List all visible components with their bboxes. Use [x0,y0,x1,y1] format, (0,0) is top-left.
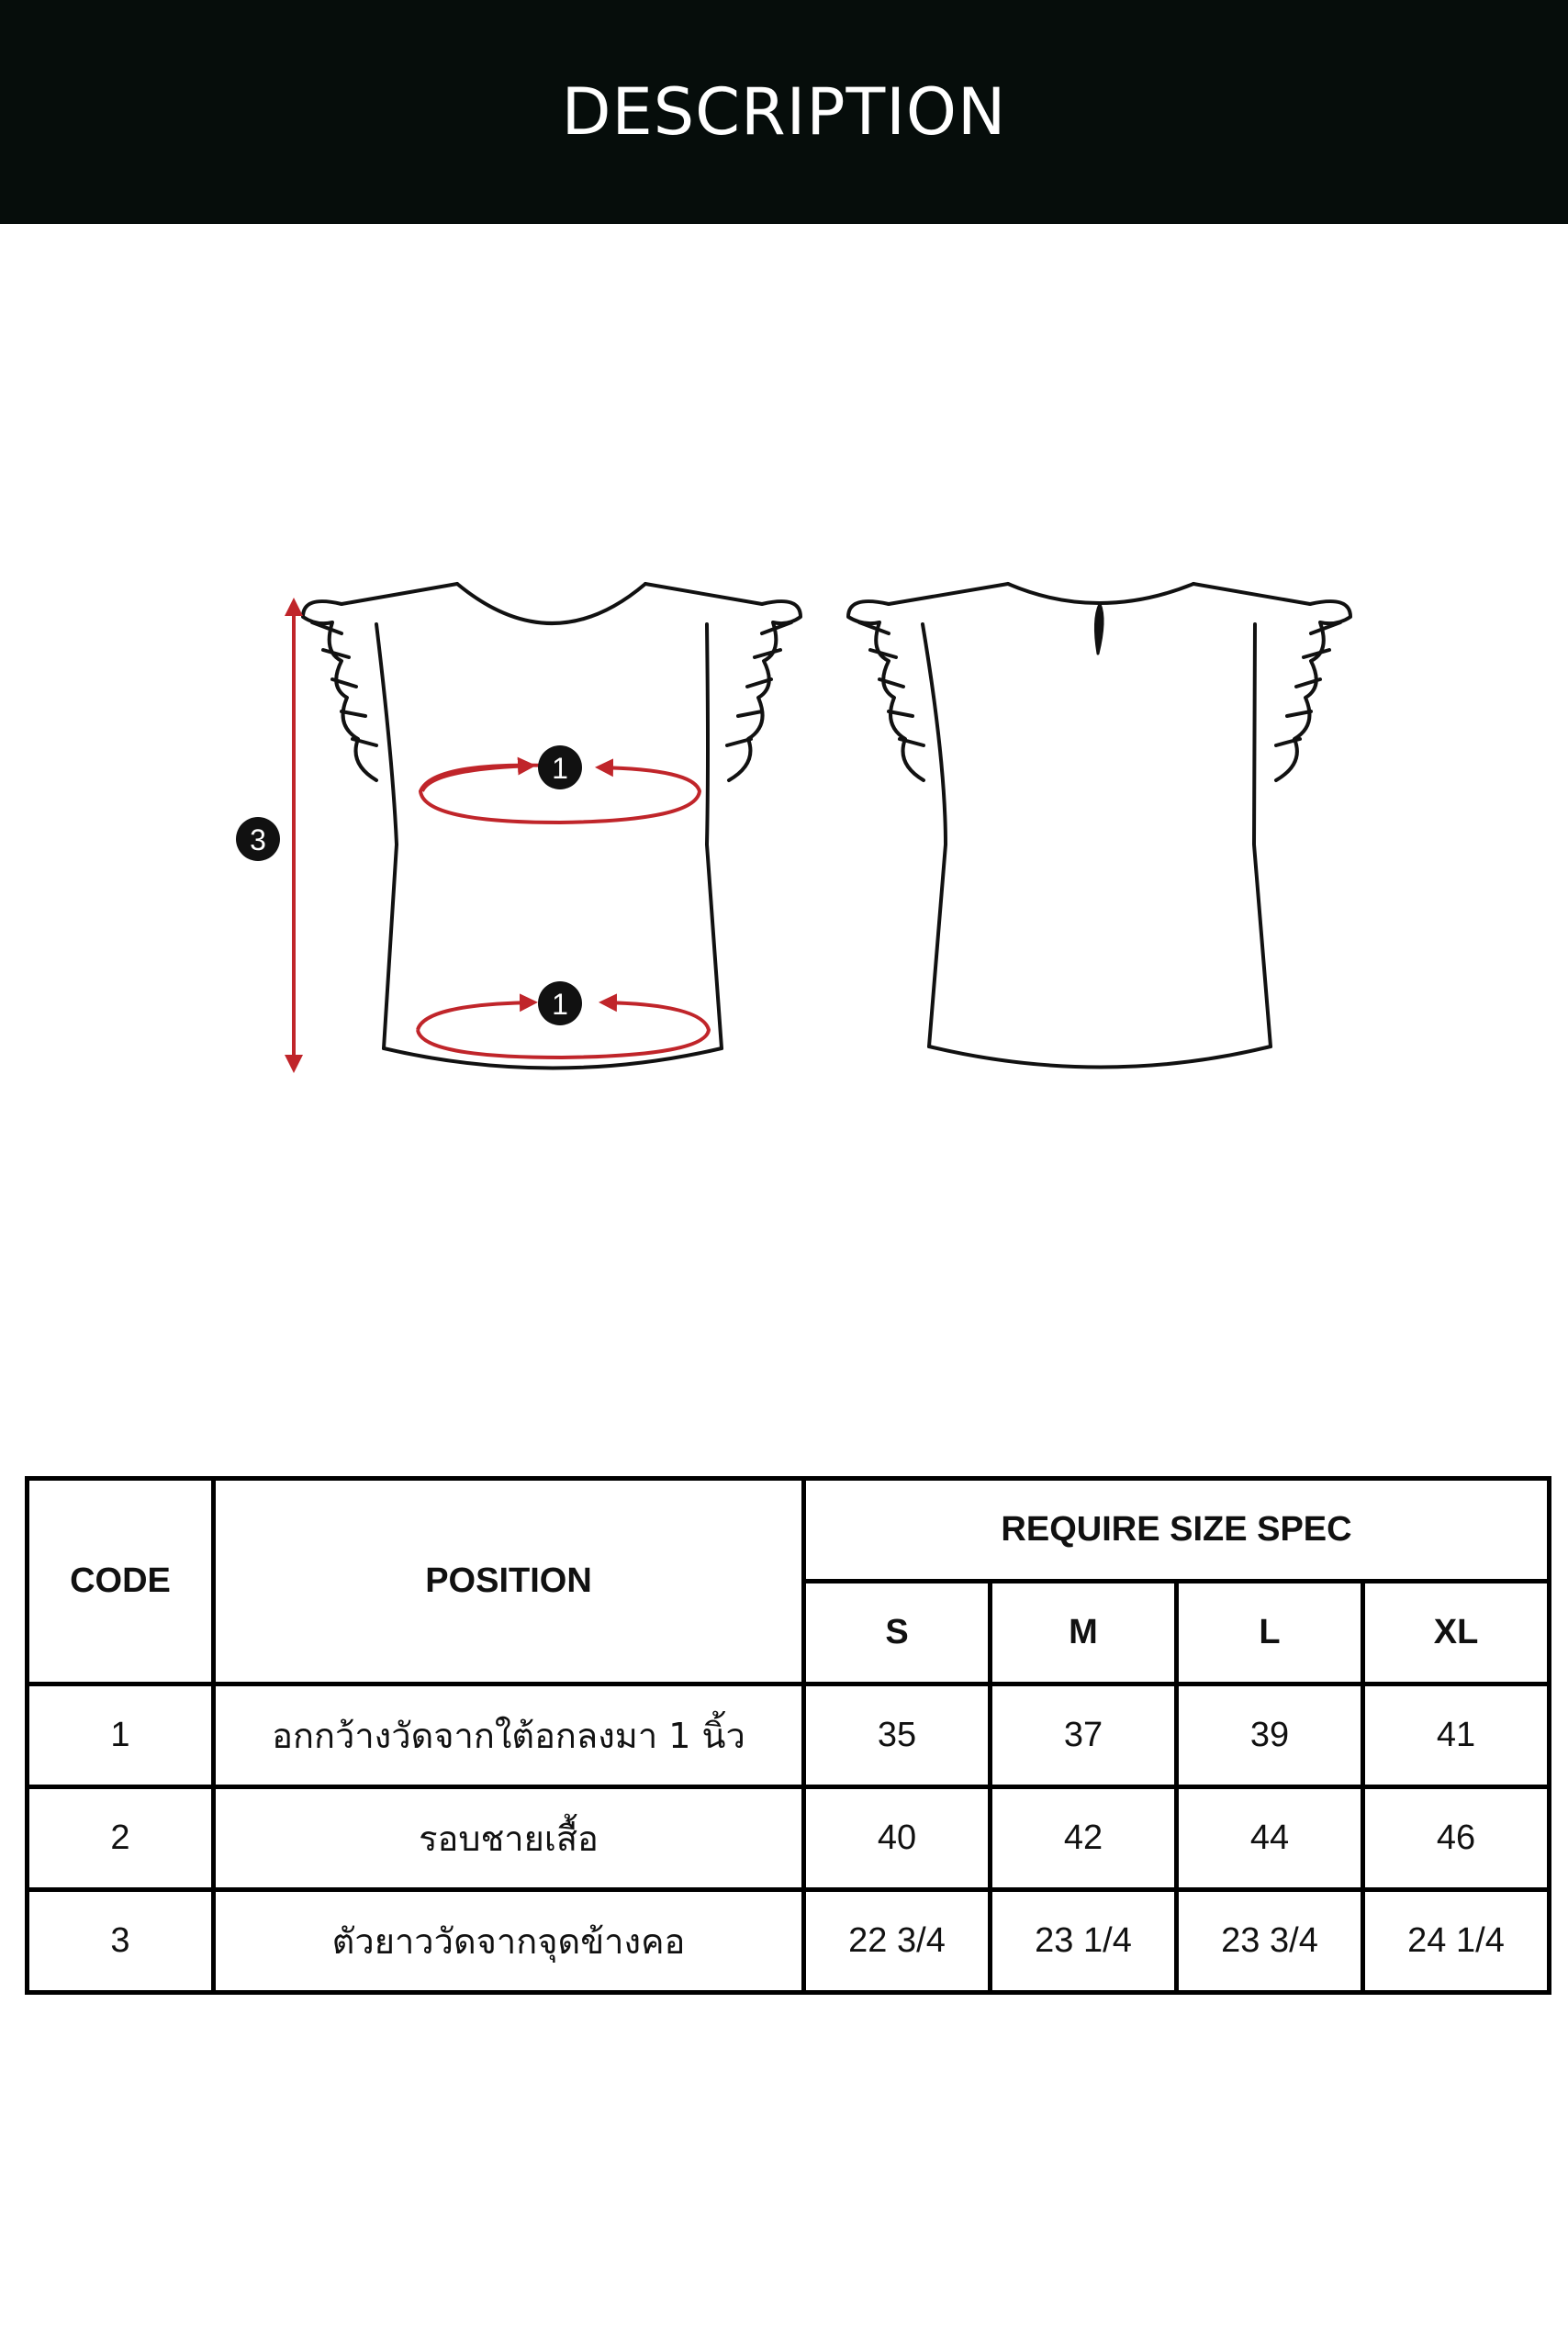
row-value-m: 37 [991,1684,1177,1787]
header-size-xl: XL [1363,1582,1550,1684]
table-row [28,1787,1550,1890]
row-value-xl: 41 [1363,1684,1550,1787]
back-neckline [1008,584,1193,603]
header-size-s: S [804,1582,991,1684]
chest-marker [538,745,582,789]
back-keyhole [1095,604,1103,654]
row-value-xl: 24 1/4 [1363,1890,1550,1993]
length-marker [236,817,280,861]
header-position: POSITION [214,1479,804,1684]
row-code: 1 [28,1684,214,1787]
page-title: DESCRIPTION [561,74,1007,150]
header-code: CODE [28,1479,214,1684]
front-measurements [294,601,709,1069]
back-right-ruffle [1276,601,1350,780]
row-position: อกกว้างวัดจากใต้อกลงมา 1 นิ้ว [214,1684,804,1787]
row-value-s: 40 [804,1787,991,1890]
table-row [28,1684,1550,1787]
header-size-m: M [991,1582,1177,1684]
front-left-shoulder [342,584,457,604]
row-position: ตัวยาววัดจากจุดข้างคอ [214,1890,804,1993]
header-spec-group: REQUIRE SIZE SPEC [804,1479,1550,1582]
garment-illustration [0,551,1568,1102]
row-code: 3 [28,1890,214,1993]
row-position: รอบชายเสื้อ [214,1787,804,1890]
front-right-side [707,624,722,1048]
front-right-ruffle [727,601,801,780]
header-bar [0,0,1568,224]
front-neckline [457,584,645,623]
hem-marker [538,981,582,1025]
row-code: 2 [28,1787,214,1890]
row-value-l: 23 3/4 [1177,1890,1363,1993]
length-marker-label: 3 [250,823,266,856]
back-left-ruffle [848,601,924,780]
chest-marker-label: 1 [552,752,568,785]
front-left-side [376,624,397,1048]
hem-marker-label: 1 [552,988,568,1021]
row-value-s: 22 3/4 [804,1890,991,1993]
front-left-ruffle [303,601,376,780]
row-value-s: 35 [804,1684,991,1787]
chest-arrow-left [422,766,532,791]
row-value-xl: 46 [1363,1787,1550,1890]
front-right-shoulder [645,584,762,604]
back-view [848,584,1350,1068]
back-right-side [1254,624,1271,1046]
back-left-shoulder [889,584,1008,604]
back-right-shoulder [1193,584,1310,604]
row-value-l: 44 [1177,1787,1363,1890]
row-value-m: 42 [991,1787,1177,1890]
size-spec-table [25,1476,1551,1995]
back-left-side [923,624,946,1046]
hem-arrow-left [418,1002,534,1030]
back-hem [929,1046,1271,1068]
header-size-l: L [1177,1582,1363,1684]
row-value-m: 23 1/4 [991,1890,1177,1993]
row-value-l: 39 [1177,1684,1363,1787]
table-row [28,1890,1550,1993]
table-header-row [28,1479,1550,1582]
